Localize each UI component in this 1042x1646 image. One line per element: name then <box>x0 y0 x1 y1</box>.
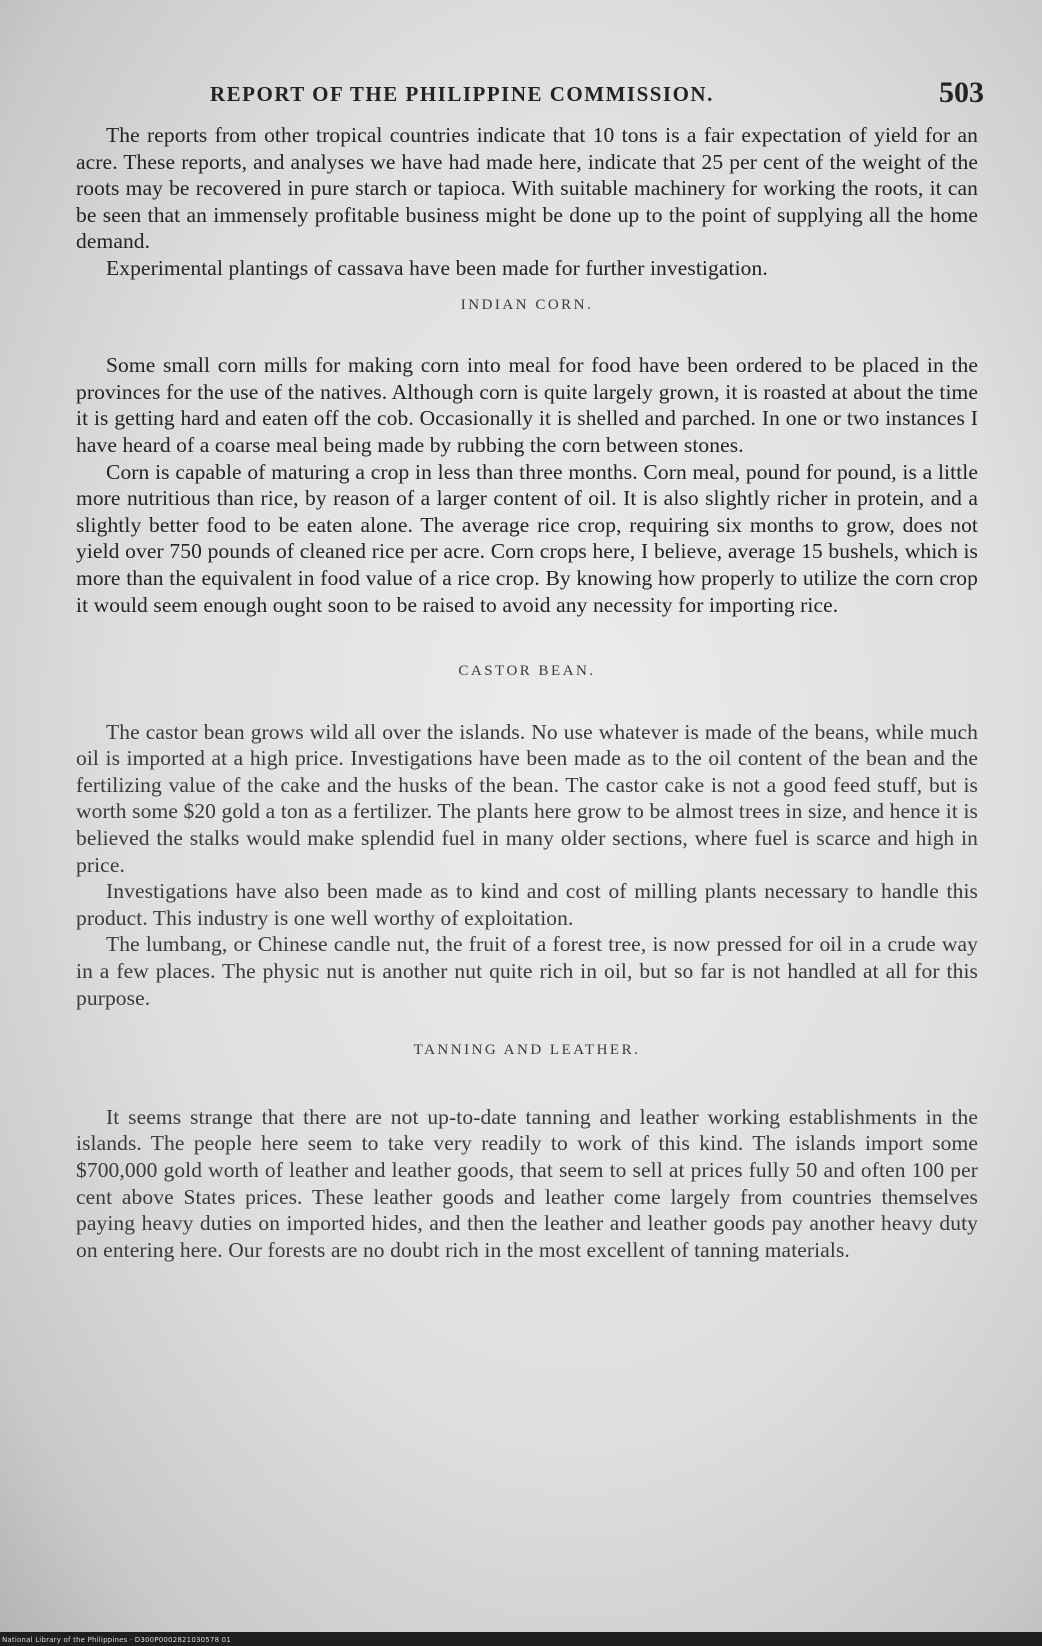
paragraph-lumbang: The lumbang, or Chinese candle nut, the fruit of a forest tree, is now pressed for oil in a crude way in a few places. The physic nut is another nut quite rich in oil, but so far is not handled at all for this purpose. <box>76 932 978 1010</box>
scan-footer-strip <box>0 1632 1042 1646</box>
section-heading-tanning: TANNING AND LEATHER. <box>413 1042 641 1059</box>
castor-section-text <box>76 719 978 1012</box>
paragraph-castor-bean: The castor bean grows wild all over the islands. No use whatever is made of the beans, while much oil is imported at a high price. Investigations have been made as to the oil content of the bean and the fertilizing value of the cake and the husks of the bean. The castor cake is not a good feed stuff, but is worth some $20 gold a ton as a fertilizer. The plants here grow to be almost trees in size, and hence it is believed the stalks would make splendid fuel in many older sections, where fuel is scarce and high in price. <box>76 719 978 877</box>
page-header <box>70 76 984 116</box>
scan-credit: National Library of the Philippines · D300P0002821030578 01 <box>2 1636 231 1644</box>
paragraph-cassava-yield: The reports from other tropical countries indicate that 10 tons is a fair expectation of yield for an acre. These reports, and analyses we have had made here, indicate that 25 per cent of the weight of the roots may be recovered in pure starch or tapioca. With suitable machinery for working the roots, it can be seen that an immensely profitable business might be done up to the point of supplying all the home demand. <box>76 123 978 254</box>
page-body <box>76 122 978 1263</box>
tanning-section-text <box>76 1104 978 1264</box>
paragraph-cassava-plantings: Experimental plantings of cassava have been made for further investigation. <box>106 255 768 280</box>
paragraph-milling-plants: Investigations have also been made as to kind and cost of milling plants necessary to handle this product. This industry is one well worthy of exploitation. <box>76 879 978 930</box>
section-heading-indian-corn: INDIAN CORN. <box>460 296 594 313</box>
paragraph-corn-nutrition: Corn is capable of maturing a crop in less than three months. Corn meal, pound for pound, is a little more nutritious than rice, by reason of a larger content of oil. It is also slightly richer in protein, and a slightly better food to be eaten alone. The average rice crop, requiring six months to grow, does not yield over 750 pounds of cleaned rice per acre. Corn crops here, I believe, average 15 bushels, which is more than the equivalent in food value of a rice crop. By knowing how properly to utilize the corn crop it would seem enough ought soon to be raised to avoid any necessity for importing rice. <box>76 459 978 617</box>
paragraph-tanning: It seems strange that there are not up-to-date tanning and leather working establishments in the islands. The people here seem to take very readily to work of this kind. The islands import some $700,000 gold worth of leather and leather goods, that seem to sell at prices fully 50 and often 100 per cent above States prices. These leather goods and leather come largely from countries themselves paying heavy duties on imported hides, and then the leather and leather goods pay another heavy duty on entering here. Our forests are no doubt rich in the most excellent of tanning materials. <box>76 1104 978 1262</box>
running-title: REPORT OF THE PHILIPPINE COMMISSION. <box>210 82 714 106</box>
page-number: 503 <box>939 76 984 109</box>
section-heading-castor-bean: CASTOR BEAN. <box>458 663 596 680</box>
paragraph-corn-mills: Some small corn mills for making corn into meal for food have been ordered to be placed in the provinces for the use of the natives. Although corn is quite largely grown, it is roasted at about the time it is getting hard and eaten off the cob. Occasionally it is shelled and parched. In one or two instances I have heard of a coarse meal being made by rubbing the corn between stones. <box>76 353 978 457</box>
